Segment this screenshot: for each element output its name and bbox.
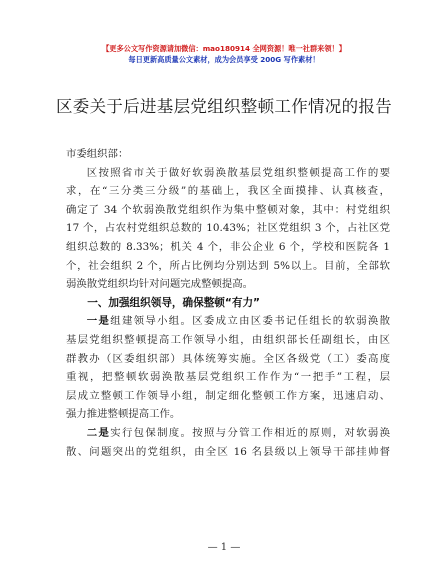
paragraph-line: 基层党组织整顿提高工作领导小组，由组织部长任副组长，由区 <box>66 333 390 346</box>
paragraph-line: 层成立整顿工作领导小组，制定细化整顿工作方案，迅速启动、 <box>66 389 390 402</box>
intro-line: 组织总数的 8.33%；机关 4 个，非公企业 6 个，学校和医院各 1 <box>66 240 390 253</box>
intro-line: 弱涣散党组织均针对问题完成整顿提高。 <box>66 278 254 291</box>
paragraph-text: 实行包保制度。按照与分管工作相近的原则，对软弱涣 <box>110 426 391 439</box>
paragraph-line: 重视，把整顿软弱涣散基层党组织工作作为“一把手”工程，层 <box>66 371 390 384</box>
paragraph-line <box>66 312 390 331</box>
intro-line: 17 个，占农村党组织总数的 10.43%；社区党组织 3 个，占社区党 <box>66 222 390 235</box>
paragraph-line: 散、问题突出的党组织，由全区 16 名县级以上领导干部挂帅督 <box>66 445 390 458</box>
document-body <box>66 145 390 461</box>
salutation: 市委组织部： <box>66 148 129 160</box>
intro-line: 求，在“三分类三分级”的基础上，我区全面摸排、认真核查， <box>66 185 390 198</box>
intro-line: 确定了 34 个软弱涣散党组织作为集中整顿对象，其中：村党组织 <box>66 203 390 216</box>
section-heading: 一、加强组织领导，确保整顿“有力” <box>87 296 261 309</box>
paragraph-text: 组建领导小组。区委成立由区委书记任组长的软弱涣散 <box>110 315 391 328</box>
intro-line: 区按照省市关于做好软弱涣散基层党组织整顿提高工作的要 <box>86 166 390 179</box>
intro-line: 个，社会组织 2 个，所占比例均分别达到 5%以上。目前，全部软 <box>66 259 390 272</box>
promo-banner-line2: 每日更新高质量公文素材，成为会员享受 200G 写作素材！ <box>128 55 320 64</box>
document-title: 区委关于后进基层党组织整顿工作情况的报告 <box>56 97 392 116</box>
page-number: — 1 — <box>207 542 241 553</box>
paragraph-line <box>66 424 390 443</box>
paragraph-line: 群教办（区委组织部）具体统筹实施。全区各级党（工）委高度 <box>66 352 390 365</box>
paragraph-line: 强力推进整顿提高工作。 <box>66 408 181 421</box>
paragraph-lead: 二是 <box>86 426 111 439</box>
paragraph-lead: 一是 <box>86 315 111 328</box>
promo-banner-line1: 【更多公文写作资源请加微信：mao180914 全网资源！唯一社群来领！】 <box>102 44 346 53</box>
